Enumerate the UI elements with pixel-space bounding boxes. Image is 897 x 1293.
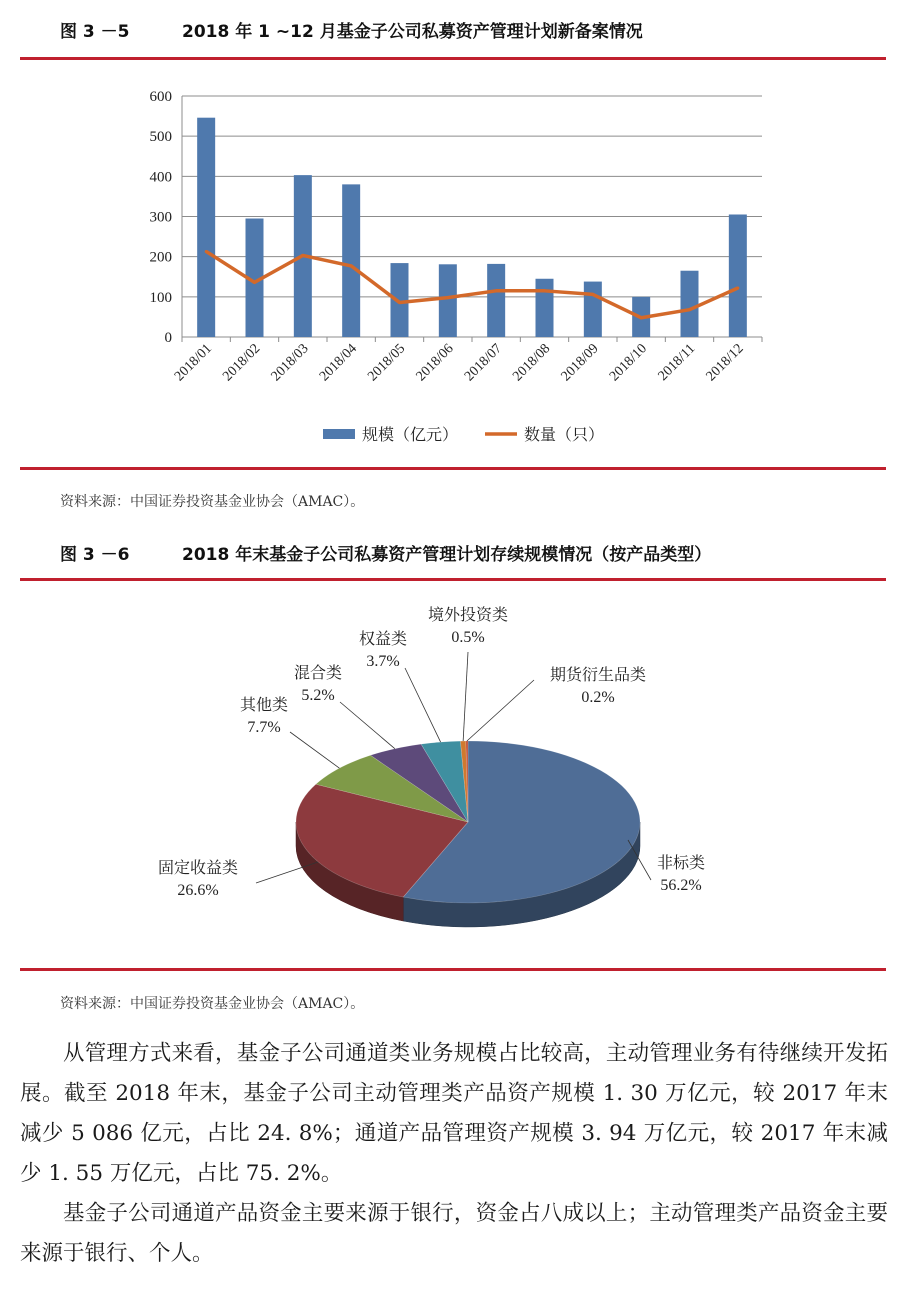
pie-chart	[0, 582, 897, 972]
figure-caption: 2018 年末基金子公司私募资产管理计划存续规模情况（按产品类型）	[182, 545, 712, 565]
y-tick-label: 600	[149, 89, 172, 105]
x-tick-label: 2018/08	[510, 341, 554, 385]
figure-caption: 2018 年 1 ~12 月基金子公司私募资产管理计划新备案情况	[182, 22, 643, 42]
line-point	[350, 264, 353, 267]
y-tick-label: 0	[164, 330, 172, 346]
x-tick-label: 2018/10	[606, 341, 650, 385]
y-tick-label: 300	[149, 209, 172, 226]
slice-label: 固定收益类	[157, 858, 239, 877]
slice-value-label: 3.7%	[366, 653, 400, 670]
slice-value-label: 26.6%	[177, 882, 219, 899]
slice-value-label: 56.2%	[660, 877, 702, 894]
bar	[729, 214, 747, 337]
figure-3-6-source: 资料来源：中国证券投资基金业协会（AMAC）。	[60, 996, 365, 1012]
x-tick-label: 2018/12	[703, 341, 747, 385]
leader-line	[340, 702, 395, 749]
line-point	[301, 254, 304, 257]
x-tick-label: 2018/07	[461, 341, 505, 385]
y-tick-label: 400	[149, 169, 172, 186]
bottom-rule-3-5	[20, 467, 886, 470]
figure-3-6-title	[60, 540, 711, 565]
x-tick-label: 2018/01	[171, 341, 215, 385]
slice-value-label: 5.2%	[301, 687, 335, 704]
slice-label: 境外投资类	[427, 605, 509, 624]
bar	[584, 282, 602, 337]
legend-label-bar: 规模（亿元）	[362, 425, 459, 444]
figure-number: 图 3 －6	[60, 545, 130, 565]
line-point	[543, 289, 546, 292]
leader-line	[467, 680, 534, 741]
leader-line	[290, 732, 339, 768]
legend-label-line: 数量（只）	[524, 425, 605, 444]
bar	[391, 263, 409, 337]
bar	[197, 118, 215, 337]
x-tick-label: 2018/06	[413, 341, 457, 385]
y-tick-label: 100	[149, 289, 172, 306]
series-line	[206, 251, 738, 317]
line-point	[688, 308, 691, 311]
slice-label: 权益类	[358, 629, 408, 648]
x-tick-label: 2018/11	[655, 341, 699, 384]
bottom-rule-3-6	[20, 968, 886, 971]
line-point	[398, 301, 401, 304]
slice-label: 其他类	[239, 695, 289, 714]
bar-line-chart	[0, 0, 897, 470]
slice-label: 混合类	[293, 663, 343, 682]
slice-value-label: 7.7%	[247, 719, 281, 736]
x-tick-label: 2018/04	[316, 341, 360, 385]
body-text	[20, 1034, 888, 1274]
line-point	[736, 286, 739, 289]
paragraph-1: 从管理方式来看，基金子公司通道类业务规模占比较高，主动管理业务有待继续开发拓展。截至 2018 年末，基金子公司主动管理类产品资产规模 1. 30 万亿元，较 2017 年末减少 5 086 亿元，占比 24. 8%；通道产品管理资产规模 3. 94 万亿元，较 2017 年末减少 1. 55 万亿元，占比 75. 2%。	[20, 1041, 888, 1186]
x-tick-label: 2018/05	[365, 341, 409, 385]
bar	[487, 264, 505, 337]
line-point	[495, 289, 498, 292]
leader-line	[463, 652, 468, 741]
x-tick-label: 2018/09	[558, 341, 602, 385]
line-point	[205, 250, 208, 253]
x-tick-label: 2018/02	[220, 341, 264, 385]
bar	[681, 271, 699, 337]
y-tick-label: 500	[149, 129, 172, 146]
top-rule-3-6	[20, 578, 886, 581]
line-point	[591, 293, 594, 296]
bar	[439, 264, 457, 337]
line-point	[446, 296, 449, 299]
line-point	[253, 281, 256, 284]
bar	[536, 279, 554, 337]
slice-value-label: 0.5%	[451, 629, 485, 646]
line-point	[640, 316, 643, 319]
slice-value-label: 0.2%	[581, 689, 615, 706]
slice-label: 非标类	[656, 853, 706, 872]
leader-line	[405, 668, 441, 742]
legend-swatch-bar	[323, 429, 355, 439]
paragraph-2: 基金子公司通道产品资金主要来源于银行，资金占八成以上；主动管理类产品资金主要来源于银行、个人。	[20, 1201, 888, 1266]
x-tick-label: 2018/03	[268, 341, 312, 385]
slice-label: 期货衍生品类	[549, 665, 647, 684]
y-tick-label: 200	[149, 249, 172, 266]
figure-number: 图 3 －5	[60, 22, 130, 42]
bar	[342, 184, 360, 337]
figure-3-5-source: 资料来源：中国证券投资基金业协会（AMAC）。	[60, 494, 365, 510]
